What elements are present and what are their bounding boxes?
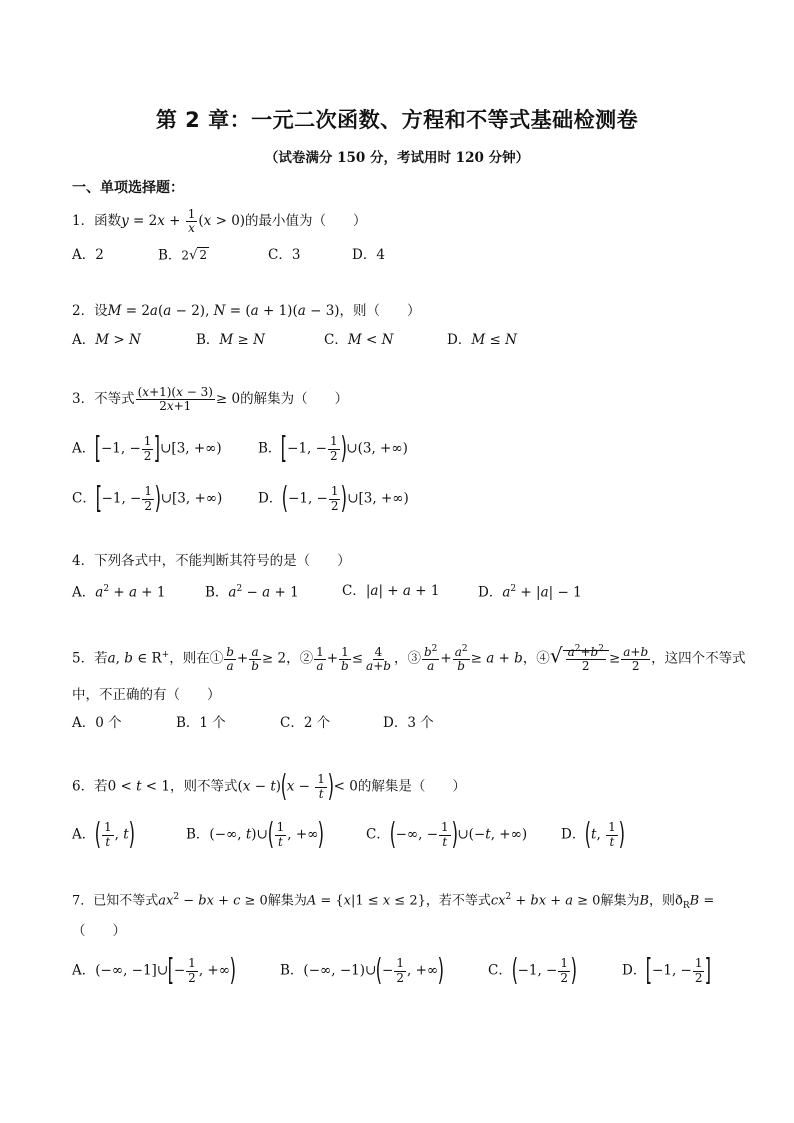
q7-option-a: A．(−∞, −1]∪[− $\frac{1}{2}$ , +∞) — [72, 953, 237, 988]
q2-option-d: D．M ≤ N — [447, 332, 517, 348]
q3-option-d: D．(−1, − $\frac{1}{2}$ )∪[3, +∞) — [258, 481, 409, 516]
q5-option-b: B．1 个 — [176, 715, 226, 731]
q7-option-d: D．[−1, − $\frac{1}{2}$ ] — [622, 953, 712, 988]
q2-option-c: C．M < N — [324, 332, 394, 348]
q6-option-d: D．(t, $\frac{1}{t}$ ) — [561, 817, 625, 852]
q1-option-a: A．2 — [72, 247, 104, 263]
q1-option-c: C．3 — [268, 247, 301, 263]
q6-option-c: C．(−∞, − $\frac{1}{t}$ )∪(−t, +∞) — [366, 817, 528, 852]
question-7: 7．已知不等式$ax^2$ − bx + c ≥ 0解集为A = {x|1 ≤ x ≤ 2}，若不等式$cx^2$ + bx + a ≥ 0解集为B，则$ð_RB$ = — [72, 892, 715, 911]
q5-option-c: C．2 个 — [280, 715, 331, 731]
q3-option-a: A．[−1, − $\frac{1}{2}$ ]∪[3, +∞) — [72, 431, 222, 466]
q1-option-d: D．4 — [352, 247, 385, 263]
q1-option-b: B．2√ 2 — [158, 247, 207, 264]
q2-option-a: A．M > N — [72, 332, 141, 348]
question-7-line2: （ ） — [72, 923, 126, 939]
question-6: 6．若0 < t < 1，则不等式(x − t)(x − $\frac{1}{t}$ )< 0的解集是（ ） — [72, 769, 466, 804]
question-3: 3．不等式 $\frac{(x+1)(x - 3)}{2x+1}$ ≥ 0的解集为（ ） — [72, 385, 349, 414]
question-1: 1．函数y = 2x + $\frac{1}{x}$ (x > 0)的最小值为（ ） — [72, 207, 367, 236]
q3-option-c: C．[−1, − $\frac{1}{2}$ )∪[3, +∞) — [72, 481, 223, 516]
q7-option-c: C．(−1, − $\frac{1}{2}$ ) — [488, 953, 578, 988]
q2-option-b: B．M ≥ N — [196, 332, 265, 348]
question-5-line2: 中，不正确的有（ ） — [72, 687, 221, 703]
question-2: 2．设M = 2a(a − 2), N = (a + 1)(a − 3)，则（ ） — [72, 303, 421, 319]
q7-option-b: B．(−∞, −1)∪(− $\frac{1}{2}$ , +∞) — [280, 953, 445, 988]
q4-option-a: A．$a^2 + a + 1$ — [72, 584, 166, 601]
q4-option-b: B．$a^2 - a + 1$ — [205, 584, 299, 601]
question-5: 5．若a, b ∈ R+，则在① $\frac{b}{a}$ + $\frac{a}{b}$ ≥ 2，② $\frac{1}{a}$ + $\frac{1}{b}$ ≤ $\frac{4}{a+b}$ ，③ $\frac{b^2}{a}$ + $\frac{a^2}{b}$ ≥ a + b，④√ $\frac{a^2+b^2}{2}$ ≥ $\frac{a+b}{2}$ ，这四个不等式 — [72, 643, 746, 674]
q4-option-d: D．$a^2 + |a| - 1$ — [478, 584, 582, 601]
q5-option-d: D．3 个 — [383, 715, 434, 731]
q6-option-b: B．(−∞, t)∪( $\frac{1}{t}$ , +∞) — [186, 817, 325, 852]
q5-option-a: A．0 个 — [72, 715, 122, 731]
page-title: 第 2 章：一元二次函数、方程和不等式基础检测卷 — [155, 108, 639, 132]
q4-option-c: C．|a| + a + 1 — [342, 583, 440, 599]
q3-option-b: B．[−1, − $\frac{1}{2}$ )∪(3, +∞) — [258, 431, 408, 466]
q6-option-a: A．( $\frac{1}{t}$ , t) — [72, 817, 135, 852]
page-subtitle: （试卷满分 150 分，考试用时 120 分钟） — [264, 150, 530, 166]
question-4: 4．下列各式中，不能判断其符号的是（ ） — [72, 553, 351, 569]
section-heading: 一、单项选择题： — [72, 180, 184, 196]
